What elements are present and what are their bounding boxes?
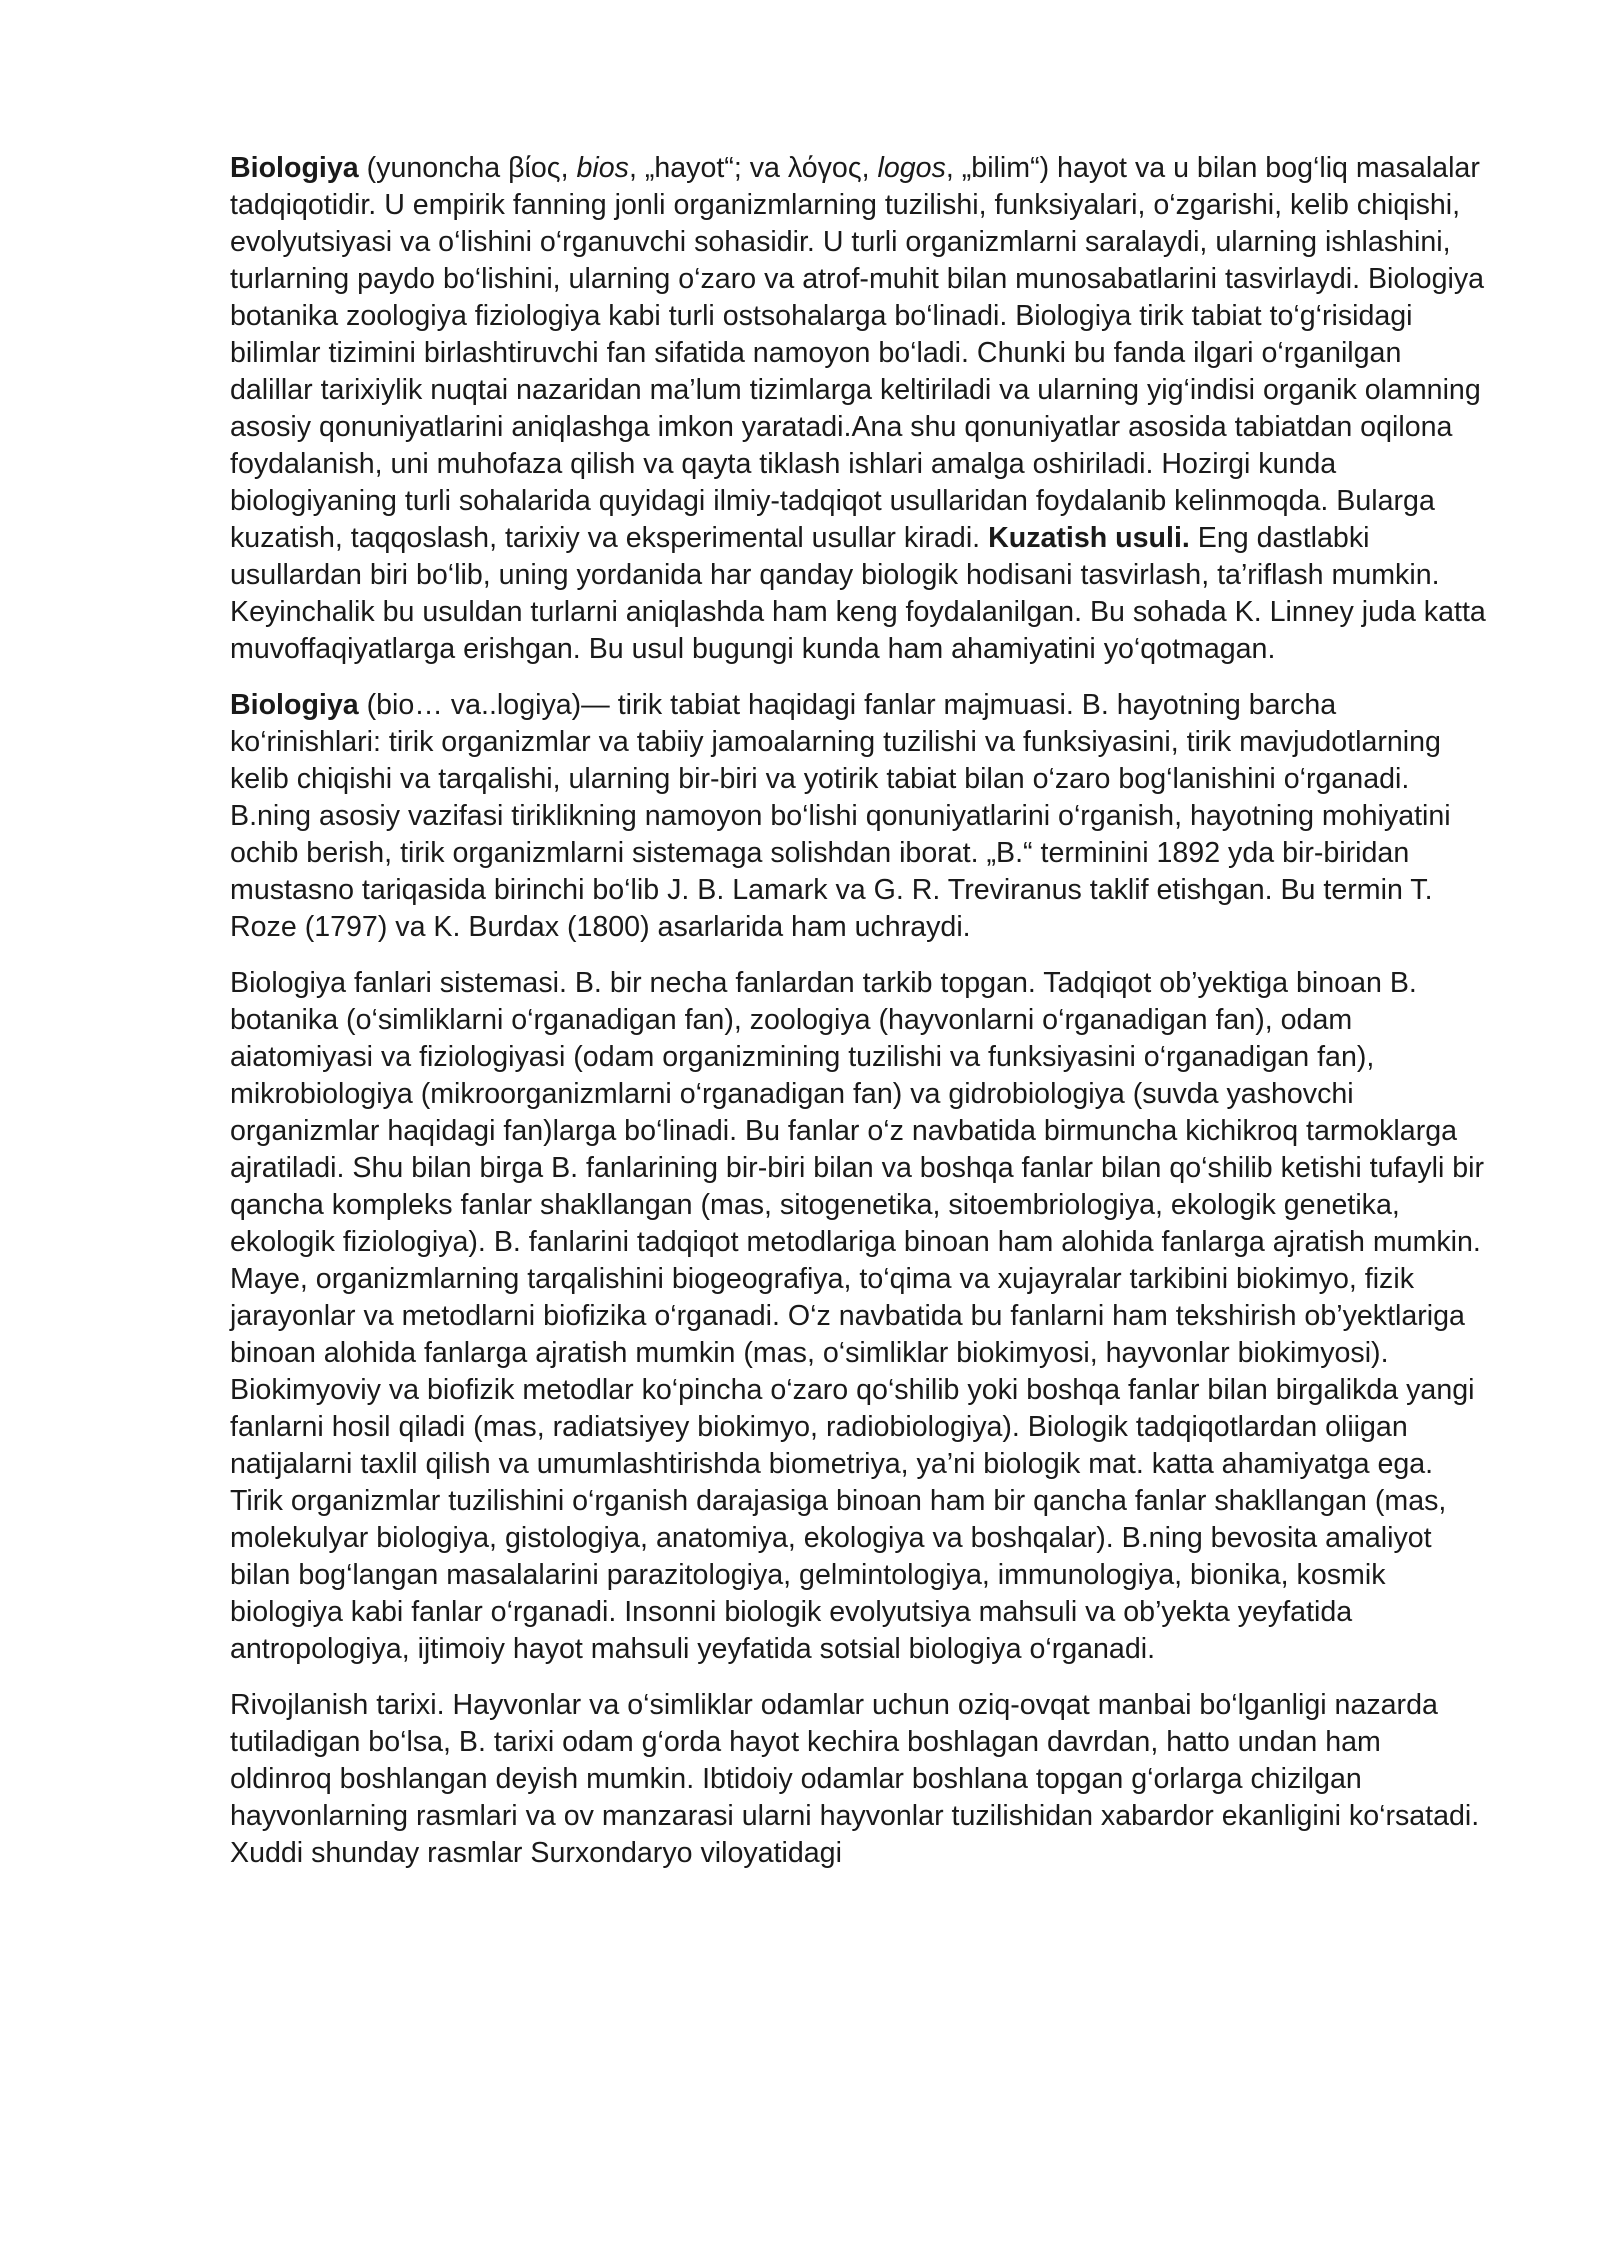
term-biologiya: Biologiya: [230, 689, 359, 721]
paragraph-rivojlanish-tarixi: [230, 1687, 1490, 1872]
text-run: , „hayot“; va λόγος,: [628, 152, 878, 184]
term-bios: bios: [576, 152, 629, 184]
paragraph-biologiya-definition: [230, 150, 1490, 668]
text-run: Biologiya fanlari sistemasi. B. bir necha fanlardan tarkib topgan. Tadqiqot ob’yektiga binoan B. botanika (o‘simliklarni o‘rganadigan fan), zoologiya (hayvonlarni o‘rganadigan fan), odam aiatomiyasi va fiziologiyasi (odam organizmining tuzilishi va funksiyasini o‘rganadigan fan), mikrobiologiya (mikroorganizmlarni o‘rganadigan fan) va gidrobiologiya (suvda yashovchi organizmlar haqidagi fan)larga bo‘linadi. Bu fanlar o‘z navbatida birmuncha kichikroq tarmoklarga ajratiladi. Shu bilan birga B. fanlarining bir-biri bilan va boshqa fanlar bilan qo‘shilib ketishi tufayli bir qancha kompleks fanlar shakllangan (mas, sitogenetika, sitoembriologiya, ekologik genetika, ekologik fiziologiya). B. fanlarini tadqiqot metodlariga binoan ham alohida fanlarga ajratish mumkin. Maye, organizmlarning tarqalishini biogeografiya, to‘qima va xujayralar tarkibini biokimyo, fizik jarayonlar va metodlarni biofizika o‘rganadi. O‘z navbatida bu fanlarni ham tekshirish ob’yektlariga binoan alohida fanlarga ajratish mumkin (mas, o‘simliklar biokimyosi, hayvonlar biokimyosi). Biokimyoviy va biofizik metodlar ko‘pincha o‘zaro qo‘shilib yoki boshqa fanlar bilan birgalikda yangi fanlarni hosil qiladi (mas, radiatsiyey biokimyo, radiobiologiya). Biologik tadqiqotlardan oliigan natijalarni taxlil qilish va umumlashtirishda biometriya, ya’ni biologik mat. katta ahamiyatga ega. Tirik organizmlar tuzilishini o‘rganish darajasiga binoan ham bir qancha fanlar shakllangan (mas, molekulyar biologiya, gistologiya, anatomiya, ekologiya va boshqalar). B.ning bevosita amaliyot bilan bog‘langan masalalarini parazitologiya, gelmintologiya, immunologiya, bionika, kosmik biologiya kabi fanlar o‘rganadi. Insonni biologik evolyutsiya mahsuli va ob’yekta yeyfatida antropologiya, ijtimoiy hayot mahsuli yeyfatida sotsial biologiya o‘rganadi.: [230, 967, 1485, 1665]
document-body: [230, 150, 1490, 1891]
paragraph-fanlar-sistemasi: [230, 965, 1490, 1668]
paragraph-biologiya-fanlar-majmuasi: [230, 687, 1490, 946]
text-run: , „bilim“) hayot va u bilan bog‘liq masalalar tadqiqotidir. U empirik fanning jonli organizmlarning tuzilishi, funksiyalari, o‘zgarishi, kelib chiqishi, evolyutsiyasi va o‘lishini o‘rganuvchi sohasidir. U turli organizmlarni saralaydi, ularning ishlashini, turlarning paydo bo‘lishini, ularning o‘zaro va atrof-muhit bilan munosabatlarini tasvirlaydi. Biologiya botanika zoologiya fiziologiya kabi turli ostsohalarga bo‘linadi. Biologiya tirik tabiat to‘g‘risidagi bilimlar tizimini birlashtiruvchi fan sifatida namoyon bo‘ladi. Chunki bu fanda ilgari o‘rganilgan dalillar tarixiylik nuqtai nazaridan ma’lum tizimlarga keltiriladi va ularning yig‘indisi organik olamning asosiy qonuniyatlarini aniqlashga imkon yaratadi.Ana shu qonuniyatlar asosida tabiatdan oqilona foydalanish, uni muhofaza qilish va qayta tiklash ishlari amalga oshiriladi. Hozirgi kunda biologiyaning turli sohalarida quyidagi ilmiy-tadqiqot usullaridan foydalanib kelinmoqda. Bularga kuzatish, taqqoslash, tarixiy va eksperimental usullar kiradi.: [230, 152, 1485, 554]
text-run: (yunoncha βίος,: [358, 152, 577, 184]
text-run: (bio… va..logiya)— tirik tabiat haqidagi fanlar majmuasi. B. hayotning barcha ko‘rinishlari: tirik organizmlar va tabiiy jamoalarning tuzilishi va funksiyasini, tirik mavjudotlarning kelib chiqishi va tarqalishi, ularning bir-biri va yotirik tabiat bilan o‘zaro bog‘lanishini o‘rganadi. B.ning asosiy vazifasi tiriklikning namoyon bo‘lishi qonuniyatlarini o‘rganish, hayotning mohiyatini ochib berish, tirik organizmlarni sistemaga solishdan iborat. „B.“ terminini 1892 yda bir-biridan mustasno tariqasida birinchi bo‘lib J. B. Lamark va G. R. Treviranus taklif etishgan. Bu termin T. Roze (1797) va K. Burdax (1800) asarlarida ham uchraydi.: [230, 689, 1451, 943]
term-logos: logos: [877, 152, 946, 184]
term-biologiya: Biologiya: [230, 152, 359, 184]
text-run: Rivojlanish tarixi. Hayvonlar va o‘simliklar odamlar uchun oziq-ovqat manbai bo‘lganligi nazarda tutiladigan bo‘lsa, B. tarixi odam g‘orda hayot kechira boshlagan davrdan, hatto undan ham oldinroq boshlangan deyish mumkin. Ibtidoiy odamlar boshlana topgan g‘orlarga chizilgan hayvonlarning rasmlari va ov manzarasi ularni hayvonlar tuzilishidan xabardor ekanligini ko‘rsatadi. Xuddi shunday rasmlar Surxondaryo viloyatidagi: [230, 1689, 1480, 1869]
term-kuzatish-usuli: Kuzatish usuli.: [988, 522, 1190, 554]
text-run: Eng dastlabki usullardan biri bo‘lib, uning yordanida har qanday biologik hodisani tasvirlash, ta’riflash mumkin. Keyinchalik bu usuldan turlarni aniqlashda ham keng foydalanilgan. Bu sohada K. Linney juda katta muvoffaqiyatlarga erishgan. Bu usul bugungi kunda ham ahamiyatini yo‘qotmagan.: [230, 522, 1486, 665]
